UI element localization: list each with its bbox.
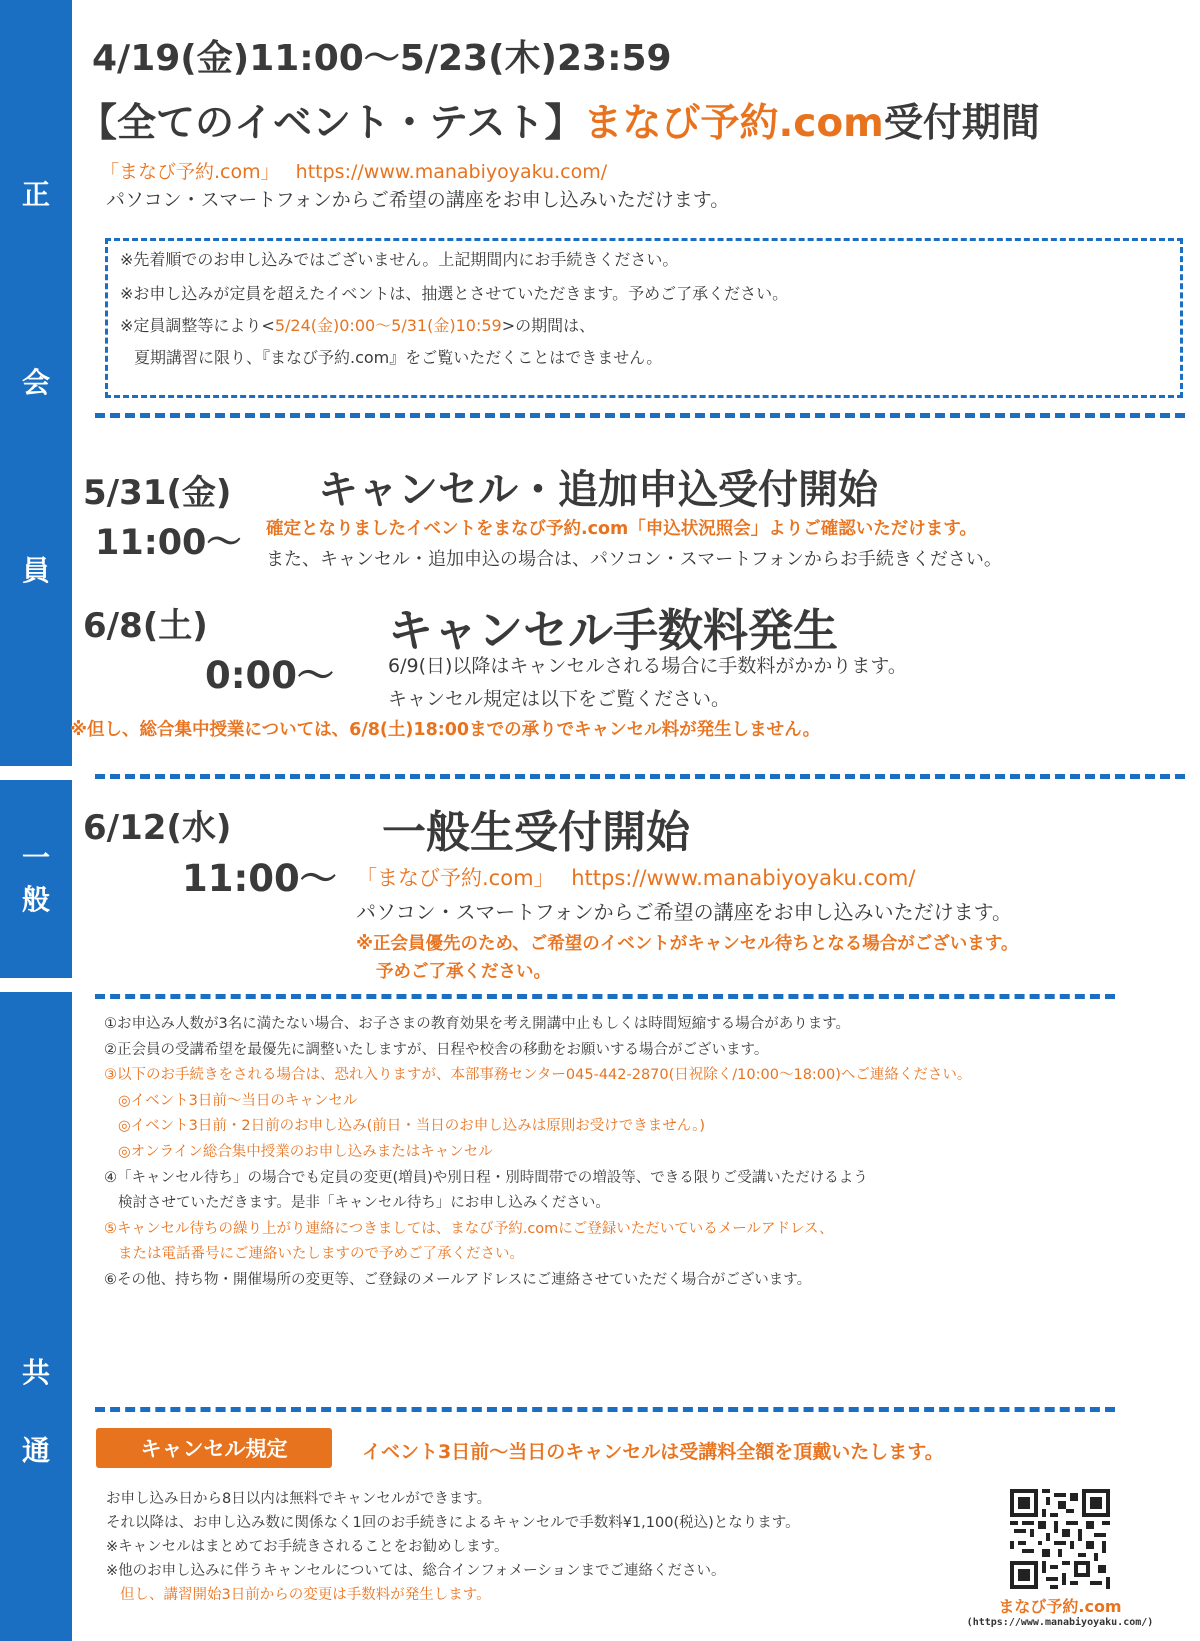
section1-note: 夏期講習に限り、『まなび予約.com』をご覧いただくことはできません。 bbox=[134, 348, 663, 367]
sidebar-char: 般 bbox=[21, 883, 50, 916]
common-note: ◎イベント3日前・2日前のお申し込み(前日・当日のお申し込みは原則お受けできません。) bbox=[118, 1118, 706, 1135]
sidebar-char: 一 bbox=[21, 841, 50, 874]
cancel-policy-line: それ以降は、お申し込み数に関係なく1回のお手続きによるキャンセルで手数料¥1,100(税込)となります。 bbox=[106, 1515, 800, 1531]
section1-title-suffix: 受付期間 bbox=[883, 101, 1040, 146]
section1-site bbox=[100, 157, 607, 184]
cancel-policy-line: 但し、講習開始3日前からの変更は手数料が発生します。 bbox=[120, 1587, 491, 1603]
section3-warning: ※但し、総合集中授業については、6/8(土)18:00までの承りでキャンセル料が発生しません。 bbox=[70, 720, 821, 740]
section2-desc: また、キャンセル・追加申込の場合は、パソコン・スマートフォンからお手続きください。 bbox=[266, 549, 1002, 570]
divider bbox=[95, 994, 1115, 999]
sidebar-ippan bbox=[0, 780, 72, 978]
cancel-policy-line: ※他のお申し込みに伴うキャンセルについては、総合インフォメーションまでご連絡ください。 bbox=[106, 1563, 726, 1579]
sidebar-char: 正 bbox=[21, 178, 50, 211]
section1-title bbox=[78, 92, 1040, 148]
cancel-policy-label: キャンセル規定 bbox=[96, 1428, 332, 1468]
common-notes bbox=[104, 1012, 971, 1294]
section4-date: 6/12(水) bbox=[83, 808, 232, 848]
cancel-policy-line: お申し込み日から8日以内は無料でキャンセルができます。 bbox=[106, 1491, 492, 1507]
sidebar-char: 共 bbox=[21, 1355, 50, 1389]
sidebar-char: 員 bbox=[21, 554, 50, 587]
section3-date: 6/8(土) bbox=[83, 606, 208, 646]
divider bbox=[95, 1407, 1115, 1412]
common-note: ⑤キャンセル待ちの繰り上がり連絡につきましては、まなび予約.comにご登録いただいているメールアドレス、 bbox=[104, 1220, 834, 1237]
section1-date: 4/19(金)11:00〜5/23(木)23:59 bbox=[92, 38, 672, 79]
cancel-policy-lines bbox=[106, 1487, 800, 1607]
section4-desc: パソコン・スマートフォンからご希望の講座をお申し込みいただけます。 bbox=[356, 900, 1012, 924]
common-note: ③以下のお手続きをされる場合は、恐れ入りますが、本部事務センター045-442-2870(日祝除く/10:00〜18:00)へご連絡ください。 bbox=[104, 1067, 972, 1084]
sidebar-seikaiin bbox=[0, 0, 72, 766]
note3-suffix: >の期間は、 bbox=[501, 316, 596, 335]
common-note: ⑥その他、持ち物・開催場所の変更等、ご登録のメールアドレスにご連絡させていただく場合がございます。 bbox=[104, 1271, 812, 1288]
cancel-policy-headline: イベント3日前〜当日のキャンセルは受講料全額を頂戴いたします。 bbox=[362, 1441, 944, 1463]
section4-time: 11:00〜 bbox=[182, 857, 337, 900]
sidebar-char: 通 bbox=[21, 1433, 50, 1467]
section2-time: 11:00〜 bbox=[95, 523, 242, 563]
common-note: 検討させていただきます。是非「キャンセル待ち」にお申し込みください。 bbox=[118, 1195, 610, 1212]
section1-title-brand: まなび予約.com bbox=[583, 101, 884, 146]
common-note: ①お申込み人数が3名に満たない場合、お子さまの教育効果を考え開講中止もしくは時間短縮する場合があります。 bbox=[104, 1016, 851, 1032]
section1-note-period bbox=[120, 313, 595, 339]
qr-code-icon[interactable] bbox=[1010, 1489, 1110, 1589]
section3-desc: 6/9(日)以降はキャンセルされる場合に手数料がかかります。 bbox=[388, 655, 907, 677]
common-note: または電話番号にご連絡いたしますので予めご了承ください。 bbox=[118, 1246, 524, 1263]
common-note: ◎イベント3日前〜当日のキャンセル bbox=[118, 1092, 358, 1109]
common-note: ◎オンライン総合集中授業のお申し込みまたはキャンセル bbox=[118, 1143, 493, 1160]
common-note: ②正会員の受講希望を最優先に調整いたしますが、日程や校舎の移動をお願いする場合がございます。 bbox=[104, 1041, 769, 1058]
section3-desc: キャンセル規定は以下をご覧ください。 bbox=[388, 688, 731, 710]
section3-title: キャンセル手数料発生 bbox=[388, 604, 839, 657]
section1-site-url[interactable]: https://www.manabiyoyaku.com/ bbox=[295, 161, 608, 183]
common-note: ④「キャンセル待ち」の場合でも定員の変更(増員)や別日程・別時間帯での増設等、できる限りご受講いただけるよう bbox=[104, 1169, 868, 1186]
note3-period: 5/24(金)0:00〜5/31(金)10:59 bbox=[274, 316, 502, 335]
section4-title: 一般生受付開始 bbox=[382, 807, 690, 858]
section4-site-url[interactable]: https://www.manabiyoyaku.com/ bbox=[571, 866, 916, 890]
section1-note: ※お申し込みが定員を超えたイベントは、抽選とさせていただきます。予めご了承ください。 bbox=[120, 284, 789, 303]
section4-warning: 予めご了承ください。 bbox=[376, 962, 551, 982]
qr-caption: まなび予約.com bbox=[998, 1597, 1122, 1616]
sidebar-kyotsu bbox=[0, 992, 72, 1641]
section1-desc: パソコン・スマートフォンからご希望の講座をお申し込みいただけます。 bbox=[106, 189, 730, 211]
section3-time: 0:00〜 bbox=[205, 654, 335, 697]
divider bbox=[95, 413, 1185, 418]
cancel-policy-line: ※キャンセルはまとめてお手続きされることをお勧めします。 bbox=[106, 1539, 509, 1555]
section2-title: キャンセル・追加申込受付開始 bbox=[318, 467, 878, 513]
section1-title-prefix: 【全てのイベント・テスト】 bbox=[78, 101, 584, 146]
section4-warning: ※正会員優先のため、ご希望のイベントがキャンセル待ちとなる場合がございます。 bbox=[356, 934, 1019, 954]
section1-note: ※先着順でのお申し込みではございません。上記期間内にお手続きください。 bbox=[120, 250, 679, 269]
sidebar-char: 会 bbox=[21, 366, 50, 399]
divider bbox=[95, 774, 1185, 779]
section1-site-name: 「まなび予約.com」 bbox=[100, 161, 280, 183]
section2-date: 5/31(金) bbox=[83, 473, 232, 513]
section4-site-name: 「まなび予約.com」 bbox=[356, 866, 555, 890]
note3-prefix: ※定員調整等により< bbox=[120, 316, 275, 335]
qr-url[interactable]: (https://www.manabiyoyaku.com/) bbox=[966, 1617, 1154, 1628]
section2-highlight: 確定となりましたイベントをまなび予約.com「申込状況照会」よりご確認いただけます。 bbox=[266, 519, 977, 539]
section4-site bbox=[356, 862, 915, 892]
